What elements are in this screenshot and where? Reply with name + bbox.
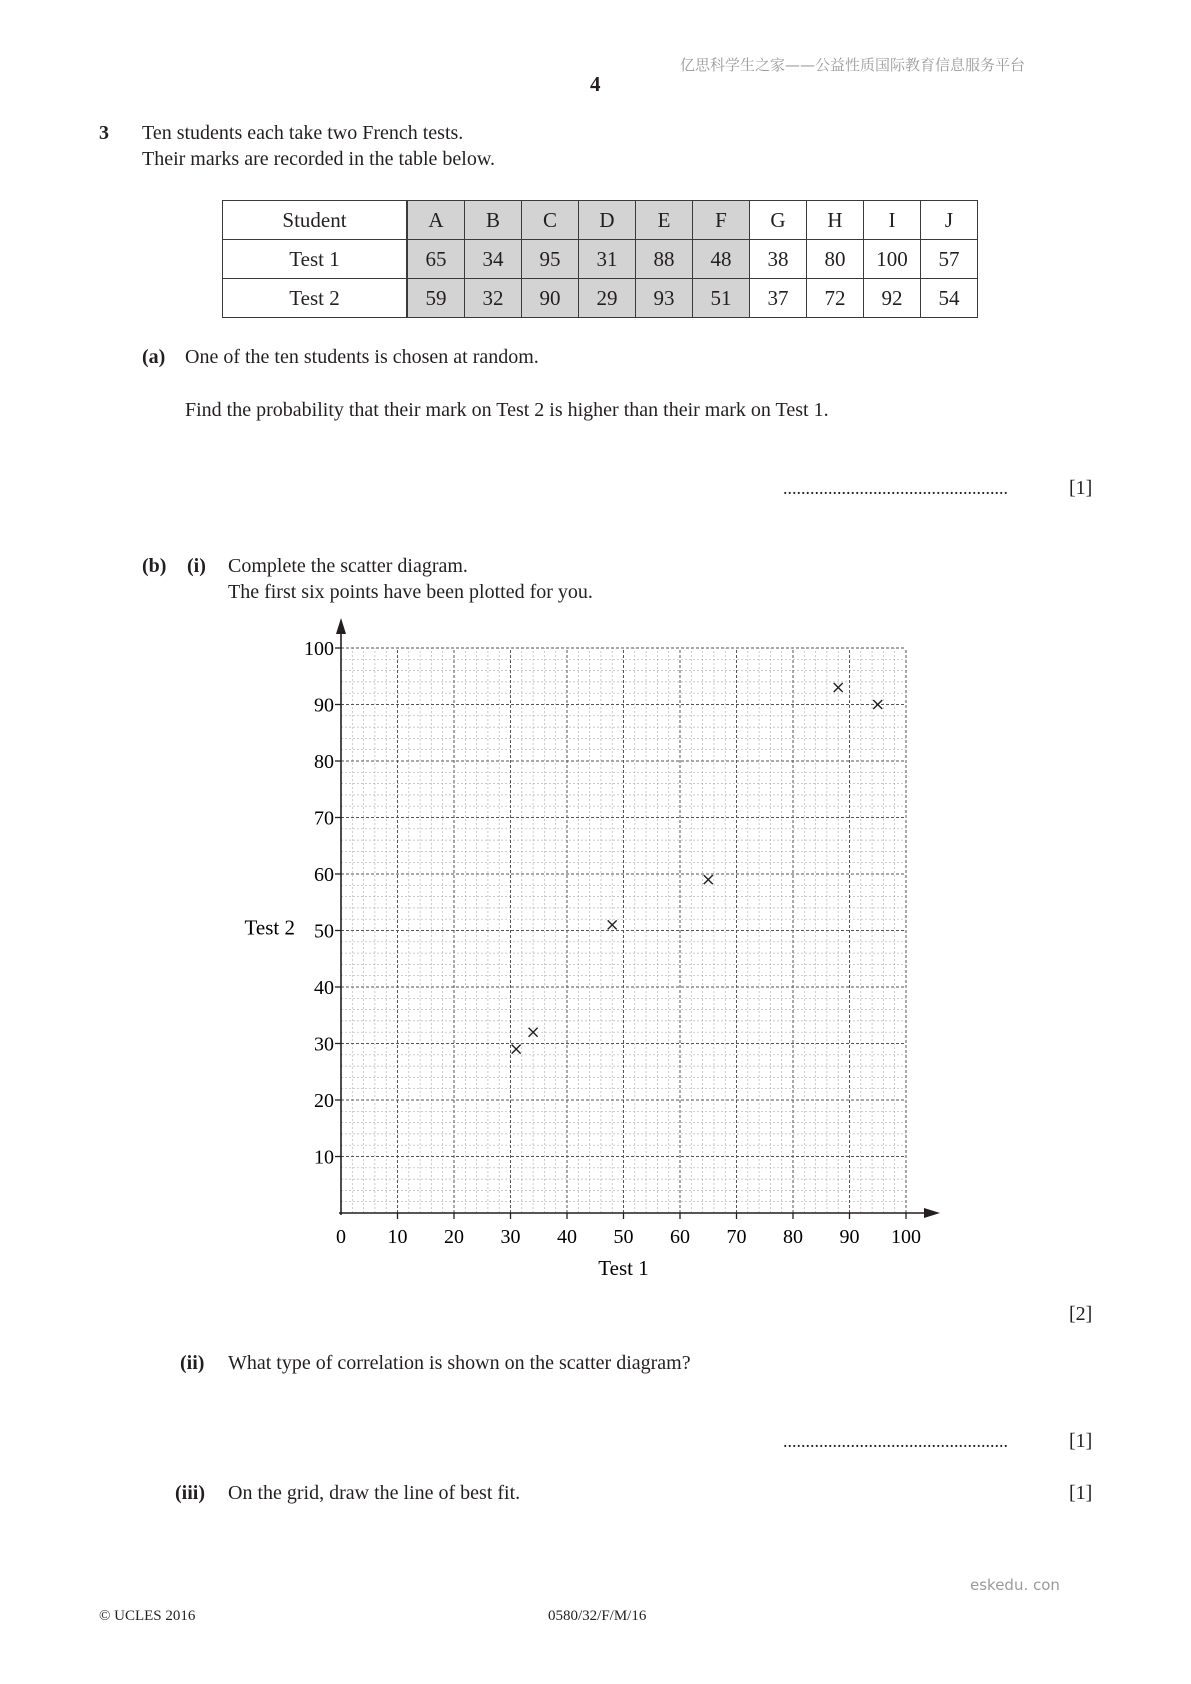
y-tick-label: 50 xyxy=(314,920,334,943)
x-tick-label: 30 xyxy=(500,1226,521,1248)
part-b-i-label: (i) xyxy=(187,555,206,577)
x-axis-arrow-icon xyxy=(924,1208,940,1218)
table-row-test1-cell: 88 xyxy=(636,240,693,279)
table-row-test1-cell: 48 xyxy=(693,240,750,279)
x-tick-label: 100 xyxy=(891,1226,921,1248)
y-tick-label: 10 xyxy=(314,1146,334,1169)
data-point-cross xyxy=(704,875,713,884)
y-axis-label: Test 2 xyxy=(244,915,295,940)
table-header-row-cell: B xyxy=(465,201,522,240)
table-row-test2-cell[interactable]: 54 xyxy=(921,279,978,318)
x-tick-label: 0 xyxy=(336,1226,346,1248)
x-tick-label: 80 xyxy=(783,1226,803,1248)
table-row-test1-cell: 34 xyxy=(465,240,522,279)
part-a-line2: Find the probability that their mark on Test 2 is higher than their mark on Test 1. xyxy=(185,399,829,421)
part-b-iii-marks: [1] xyxy=(1069,1482,1093,1504)
watermark-bottom: eskedu. con xyxy=(970,1576,1060,1594)
table-row-test2-cell: 93 xyxy=(636,279,693,318)
data-point-cross xyxy=(873,700,882,709)
part-b-line2: The first six points have been plotted for you. xyxy=(228,581,593,603)
table-header-row-cell[interactable]: J xyxy=(921,201,978,240)
part-a-marks: [1] xyxy=(1069,477,1093,499)
question-intro-line2: Their marks are recorded in the table below. xyxy=(142,148,495,170)
question-intro-line1: Ten students each take two French tests. xyxy=(142,122,464,144)
part-b-marks: [2] xyxy=(1069,1303,1093,1325)
table-header-row-cell[interactable]: G xyxy=(750,201,807,240)
table-row-test1-cell[interactable]: 57 xyxy=(921,240,978,279)
table-header-row-cell: D xyxy=(579,201,636,240)
grid-major xyxy=(341,648,906,1213)
y-tick-label: 80 xyxy=(314,751,334,773)
x-axis-label: Test 1 xyxy=(598,1256,649,1280)
table-row-test1-cell: 31 xyxy=(579,240,636,279)
table-header-row-cell: F xyxy=(693,201,750,240)
part-b-iii-text: On the grid, draw the line of best fit. xyxy=(228,1482,521,1504)
x-tick-label: 50 xyxy=(613,1226,634,1248)
x-tick-label: 40 xyxy=(557,1226,577,1248)
data-point-cross xyxy=(512,1045,521,1054)
table-row-test2-label: Test 2 xyxy=(223,279,408,318)
table-header-row-cell: E xyxy=(636,201,693,240)
table-row-test1-cell[interactable]: 100 xyxy=(864,240,921,279)
y-tick-label: 40 xyxy=(314,977,334,999)
y-tick-label: 70 xyxy=(314,807,334,830)
table-row-test2-cell: 51 xyxy=(693,279,750,318)
page-number: 4 xyxy=(590,72,601,96)
y-tick-label: 90 xyxy=(314,694,334,717)
x-tick-label: 60 xyxy=(670,1226,690,1248)
watermark-top: 亿思科学生之家——公益性质国际教育信息服务平台 xyxy=(680,56,1026,74)
question-number: 3 xyxy=(99,122,109,144)
part-b-line1: Complete the scatter diagram. xyxy=(228,555,468,577)
part-b-label: (b) xyxy=(142,555,167,577)
table-row-test1-cell: 65 xyxy=(407,240,465,279)
tick-marks xyxy=(335,648,906,1219)
table-header-row-cell: A xyxy=(407,201,465,240)
part-b-ii-text: What type of correlation is shown on the scatter diagram? xyxy=(228,1352,691,1374)
table-row-test2-cell: 90 xyxy=(522,279,579,318)
part-a-label: (a) xyxy=(142,346,166,368)
part-b-ii-label: (ii) xyxy=(180,1352,205,1374)
y-axis-arrow-icon xyxy=(336,618,346,634)
table-row-test1-cell: 95 xyxy=(522,240,579,279)
table-row-test1-cell[interactable]: 38 xyxy=(750,240,807,279)
y-tick-label: 30 xyxy=(314,1033,334,1056)
part-b-ii-marks: [1] xyxy=(1069,1430,1093,1452)
table-row-test2-cell[interactable]: 92 xyxy=(864,279,921,318)
table-row-test2-cell[interactable]: 37 xyxy=(750,279,807,318)
table-row-test1-cell[interactable]: 80 xyxy=(807,240,864,279)
y-tick-label: 20 xyxy=(314,1090,334,1112)
part-a-answer-line[interactable]: .................................................. xyxy=(783,478,1008,498)
part-a-line1: One of the ten students is chosen at random. xyxy=(185,346,539,368)
y-tick-label: 60 xyxy=(314,864,334,886)
table-row-test1-label: Test 1 xyxy=(223,240,408,279)
table-header-row-cell[interactable]: I xyxy=(864,201,921,240)
x-tick-label: 20 xyxy=(444,1226,464,1248)
footer-copyright: © UCLES 2016 xyxy=(99,1608,196,1624)
table-row-test2-cell: 29 xyxy=(579,279,636,318)
table-header-row-label: Student xyxy=(223,201,408,240)
table-row-test2-cell: 32 xyxy=(465,279,522,318)
x-tick-label: 70 xyxy=(726,1226,747,1248)
table-row-test2-cell[interactable]: 72 xyxy=(807,279,864,318)
x-tick-label: 90 xyxy=(839,1226,860,1248)
y-tick-label: 100 xyxy=(304,638,334,660)
x-tick-label: 10 xyxy=(387,1226,408,1248)
part-b-iii-label: (iii) xyxy=(175,1482,205,1504)
part-b-ii-answer-line[interactable]: .................................................. xyxy=(783,1431,1008,1451)
footer-code: 0580/32/F/M/16 xyxy=(548,1608,647,1624)
table-header-row-cell: C xyxy=(522,201,579,240)
table-header-row-cell[interactable]: H xyxy=(807,201,864,240)
table-row-test2-cell: 59 xyxy=(407,279,465,318)
